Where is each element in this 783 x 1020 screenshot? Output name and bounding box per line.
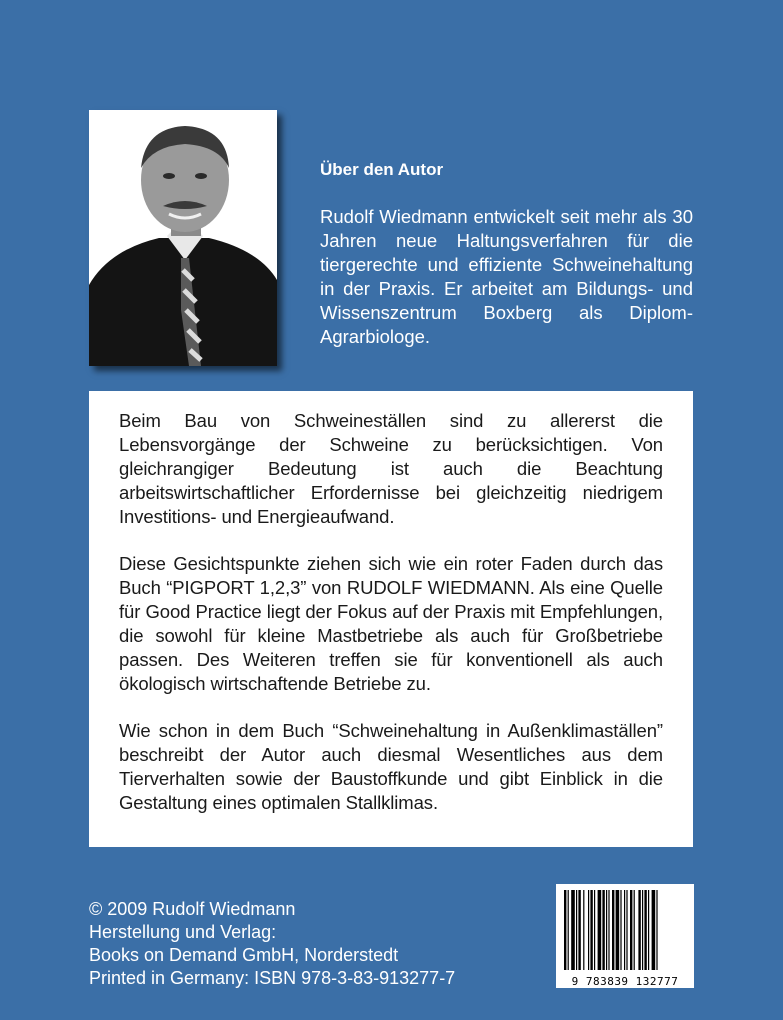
barcode-number: 9 783839 132777 bbox=[571, 975, 679, 988]
copyright-line: © 2009 Rudolf Wiedmann bbox=[89, 899, 296, 919]
publisher-label: Herstellung und Verlag: bbox=[89, 922, 277, 942]
barcode-bars-icon bbox=[562, 890, 688, 970]
author-bio: Rudolf Wiedmann entwickelt seit mehr als 30 Jahren neue Haltungsverfahren für die tiergerechte und effiziente Schweinehaltung in der Praxis. Er arbeitet am Bildungs- und Wissenszentrum Boxberg als Diplom-Agrarbiologe. bbox=[320, 206, 693, 347]
blurb-paragraph-2: Diese Gesichtspunkte ziehen sich wie ein roter Faden durch das Buch “PIGPORT 1,2,3” von RUDOLF WIEDMANN. Als eine Quelle für Good Practice liegt der Fokus auf der Praxis mit Empfehlungen, die sowohl für kleine Mastbetriebe als auch für Großbetriebe passen. Des Weiteren treffen sie für konventionell als auch ökologisch wirtschaftende Betriebe zu. bbox=[119, 553, 663, 694]
blurb-paragraph-1: Beim Bau von Schweineställen sind zu allererst die Lebensvorgänge der Schweine zu berücksichtigen. Von gleichrangiger Bedeutung ist auch die Beachtung arbeitswirtschaftlicher Erfordernisse bei gleichzeitig niedrigem Investitions- und Energieaufwand. bbox=[119, 410, 663, 527]
author-heading: Über den Autor bbox=[320, 160, 444, 179]
blurb-paragraph-3: Wie schon in dem Buch “Schweinehaltung in Außenklimaställen” beschreibt der Autor auch diesmal Wesentliches aus dem Tierverhalten sowie der Baustoffkunde und gibt Einblick in die Gestaltung eines optimalen Stallklimas. bbox=[119, 720, 663, 813]
barcode bbox=[556, 884, 694, 988]
author-photo bbox=[89, 110, 277, 366]
author-portrait-image bbox=[89, 110, 277, 366]
colophon bbox=[89, 898, 455, 990]
blurb-box bbox=[89, 391, 693, 847]
publisher-name: Books on Demand GmbH, Norderstedt bbox=[89, 945, 399, 965]
isbn-line: Printed in Germany: ISBN 978-3-83-913277-7 bbox=[89, 968, 456, 988]
